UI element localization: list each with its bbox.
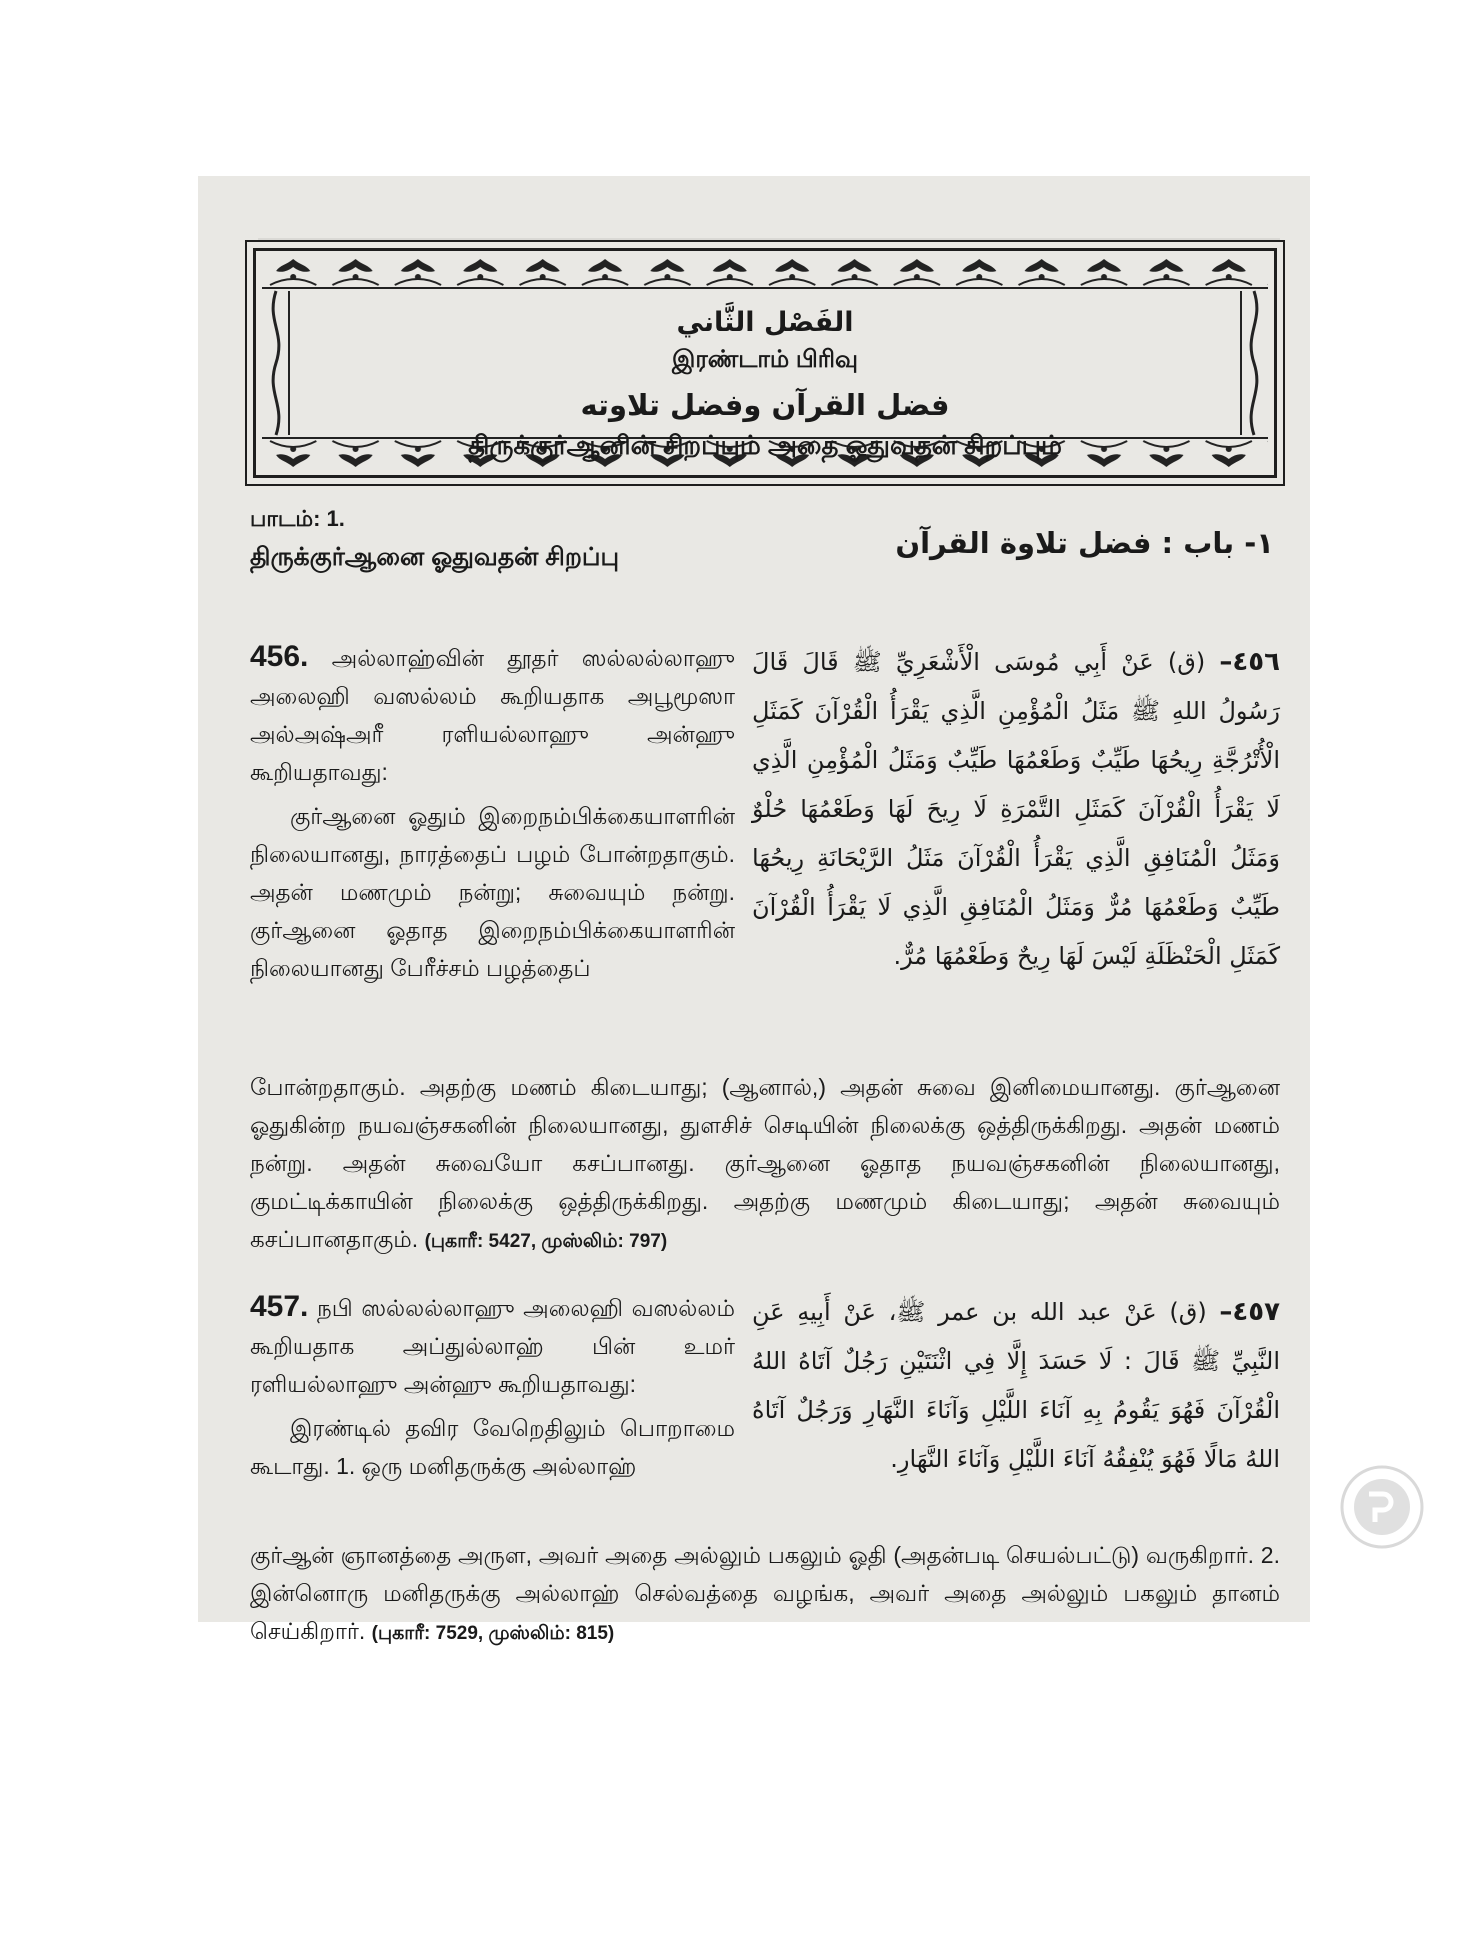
hadith-456-arabic-number: ٤٥٦– [1219,647,1280,677]
lesson-heading [250,506,619,575]
hadith-456-tamil-column [250,638,735,987]
ornamental-title-box [253,248,1277,478]
tamil-section-heading: இரண்டாம் பிரிவு [671,346,859,373]
right-ornament-border [1240,291,1268,435]
lesson-number: பாடம்: 1. [250,506,345,531]
hadith-456-reference: (புகாரீ: 5427, முஸ்லிம்: 797) [424,1231,668,1252]
left-ornament-border [262,291,290,435]
hadith-456-columns [250,638,1280,1068]
hadith-457-tamil-column [250,1288,735,1485]
hadith-457 [250,1288,1280,1653]
hadith-456-continuation [250,1068,1280,1261]
book-page [198,176,1310,1644]
hadith-457-continuation [250,1536,1280,1653]
arabic-bab-heading: ١- باب : فضل تلاوة القرآن [895,526,1274,560]
section-titles [316,307,1214,464]
hadith-456 [250,638,1280,1261]
hadith-456-tamil-continuation: போன்றதாகும். அதற்கு மணம் கிடையாது; (ஆனால்,) அதன் சுவை இனிமையானது. குர்ஆனை ஓதுகின்ற நயவஞ்சகனின் நிலையானது, துளசிச் செடியின் நிலைக்கு ஒத்திருக்கிறது. அதன் மணம் நன்று. அதன் சுவையோ கசப்பானது. குர்ஆனை ஓதாத நயவஞ்சகனின் நிலையானது, குமட்டிக்காயின் நிலைக்கு ஒத்திருக்கிறது. அதற்கு மணமும் கிடையாது; அதன் சுவையும் கசப்பானதாகும். [250,1074,1280,1252]
hadith-456-number: 456. [250,640,309,673]
hadith-456-intro: அல்லாஹ்வின் தூதர் ஸல்லல்லாஹு அலைஹி வஸல்லம் கூறியதாக அபூமூஸா அல்அஷ்அரீ ரளியல்லாஹு அன்ஹு கூறியதாவது: [250,645,735,785]
lesson-title: திருக்குர்ஆனை ஓதுவதன் சிறப்பு [250,543,620,571]
hadith-457-reference: (புகாரீ: 7529, முஸ்லிம்: 815) [371,1623,615,1644]
hadith-457-arabic-number: ٤٥٧– [1219,1297,1280,1327]
top-ornament-border [262,255,1268,289]
publisher-stamp-logo [1339,1464,1425,1550]
tamil-chapter-title: திருக்குர்ஆனின் சிறப்பும் அதை ஓதுவதன் சிறப்பும் [468,430,1062,460]
hadith-456-arabic-column [752,638,1280,981]
hadith-457-tamil-text: இரண்டில் தவிர வேறெதிலும் பொறாமை கூடாது. 1. ஒரு மனிதருக்கு அல்லாஹ் [250,1415,735,1479]
hadith-457-number: 457. [250,1290,309,1323]
hadith-457-intro: நபி ஸல்லல்லாஹு அலைஹி வஸல்லம் கூறியதாக அப்துல்லாஹ் பின் உமர் ரளியல்லாஹு அன்ஹு கூறியதாவது: [250,1295,735,1397]
hadith-457-arabic-text: (ق) عَنْ عبد الله بن عمر ﷺ، عَنْ أَبِيهِ عَنِ النَّبِيِّ ﷺ قَالَ : لَا حَسَدَ إِلَّا فِي اثْنَتَيْنِ رَجُلٌ آتَاهُ اللهُ الْقُرْآنَ فَهُوَ يَقُومُ بِهِ آنَاءَ اللَّيْلِ وَآنَاءَ النَّهَارِ وَرَجُلٌ آتَاهُ اللهُ مَالًا فَهُوَ يُنْفِقُهُ آنَاءَ اللَّيْلِ وَآنَاءَ النَّهَارِ. [752,1298,1280,1473]
hadith-457-arabic-column [752,1288,1280,1484]
faint-running-head [258,220,1280,240]
hadith-456-tamil-text: குர்ஆனை ஓதும் இறைநம்பிக்கையாளரின் நிலையானது, நாரத்தைப் பழம் போன்றதாகும். அதன் மணமும் நன்று; சுவையும் நன்று. குர்ஆனை ஓதாத இறைநம்பிக்கையாளரின் நிலையானது பேரீச்சம் பழத்தைப் [250,803,735,981]
arabic-section-heading: الفَصْل الثَّاني [676,307,854,338]
arabic-chapter-title: فضل القرآن وفضل تلاوته [580,388,950,422]
hadith-457-tamil-continuation: குர்ஆன் ஞானத்தை அருள, அவர் அதை அல்லும் பகலும் ஓதி (அதன்படி செயல்பட்டு) வருகிறார். 2. இன்னொரு மனிதருக்கு அல்லாஹ் செல்வத்தை வழங்க, அவர் அதை அல்லும் பகலும் தானம் செய்கிறார். [250,1542,1280,1644]
hadith-456-arabic-text: (ق) عَنْ أَبِي مُوسَى الْأَشْعَرِيِّ ﷺ قَالَ قَالَ رَسُولُ اللهِ ﷺ مَثَلُ الْمُؤْمِنِ الَّذِي يَقْرَأُ الْقُرْآنَ كَمَثَلِ الْأُتْرُجَّةِ رِيحُهَا طَيِّبٌ وَطَعْمُهَا طَيِّبٌ وَمَثَلُ الْمُؤْمِنِ الَّذِي لَا يَقْرَأُ الْقُرْآنَ كَمَثَلِ التَّمْرَةِ لَا رِيحَ لَهَا وَطَعْمُهَا حُلْوٌ وَمَثَلُ الْمُنَافِقِ الَّذِي يَقْرَأُ الْقُرْآنَ مَثَلُ الرَّيْحَانَةِ رِيحُهَا طَيِّبٌ وَطَعْمُهَا مُرٌّ وَمَثَلُ الْمُنَافِقِ الَّذِي لَا يَقْرَأُ الْقُرْآنَ كَمَثَلِ الْحَنْظَلَةِ لَيْسَ لَهَا رِيحٌ وَطَعْمُهَا مُرٌّ. [752,648,1280,970]
hadith-457-columns [250,1288,1280,1536]
